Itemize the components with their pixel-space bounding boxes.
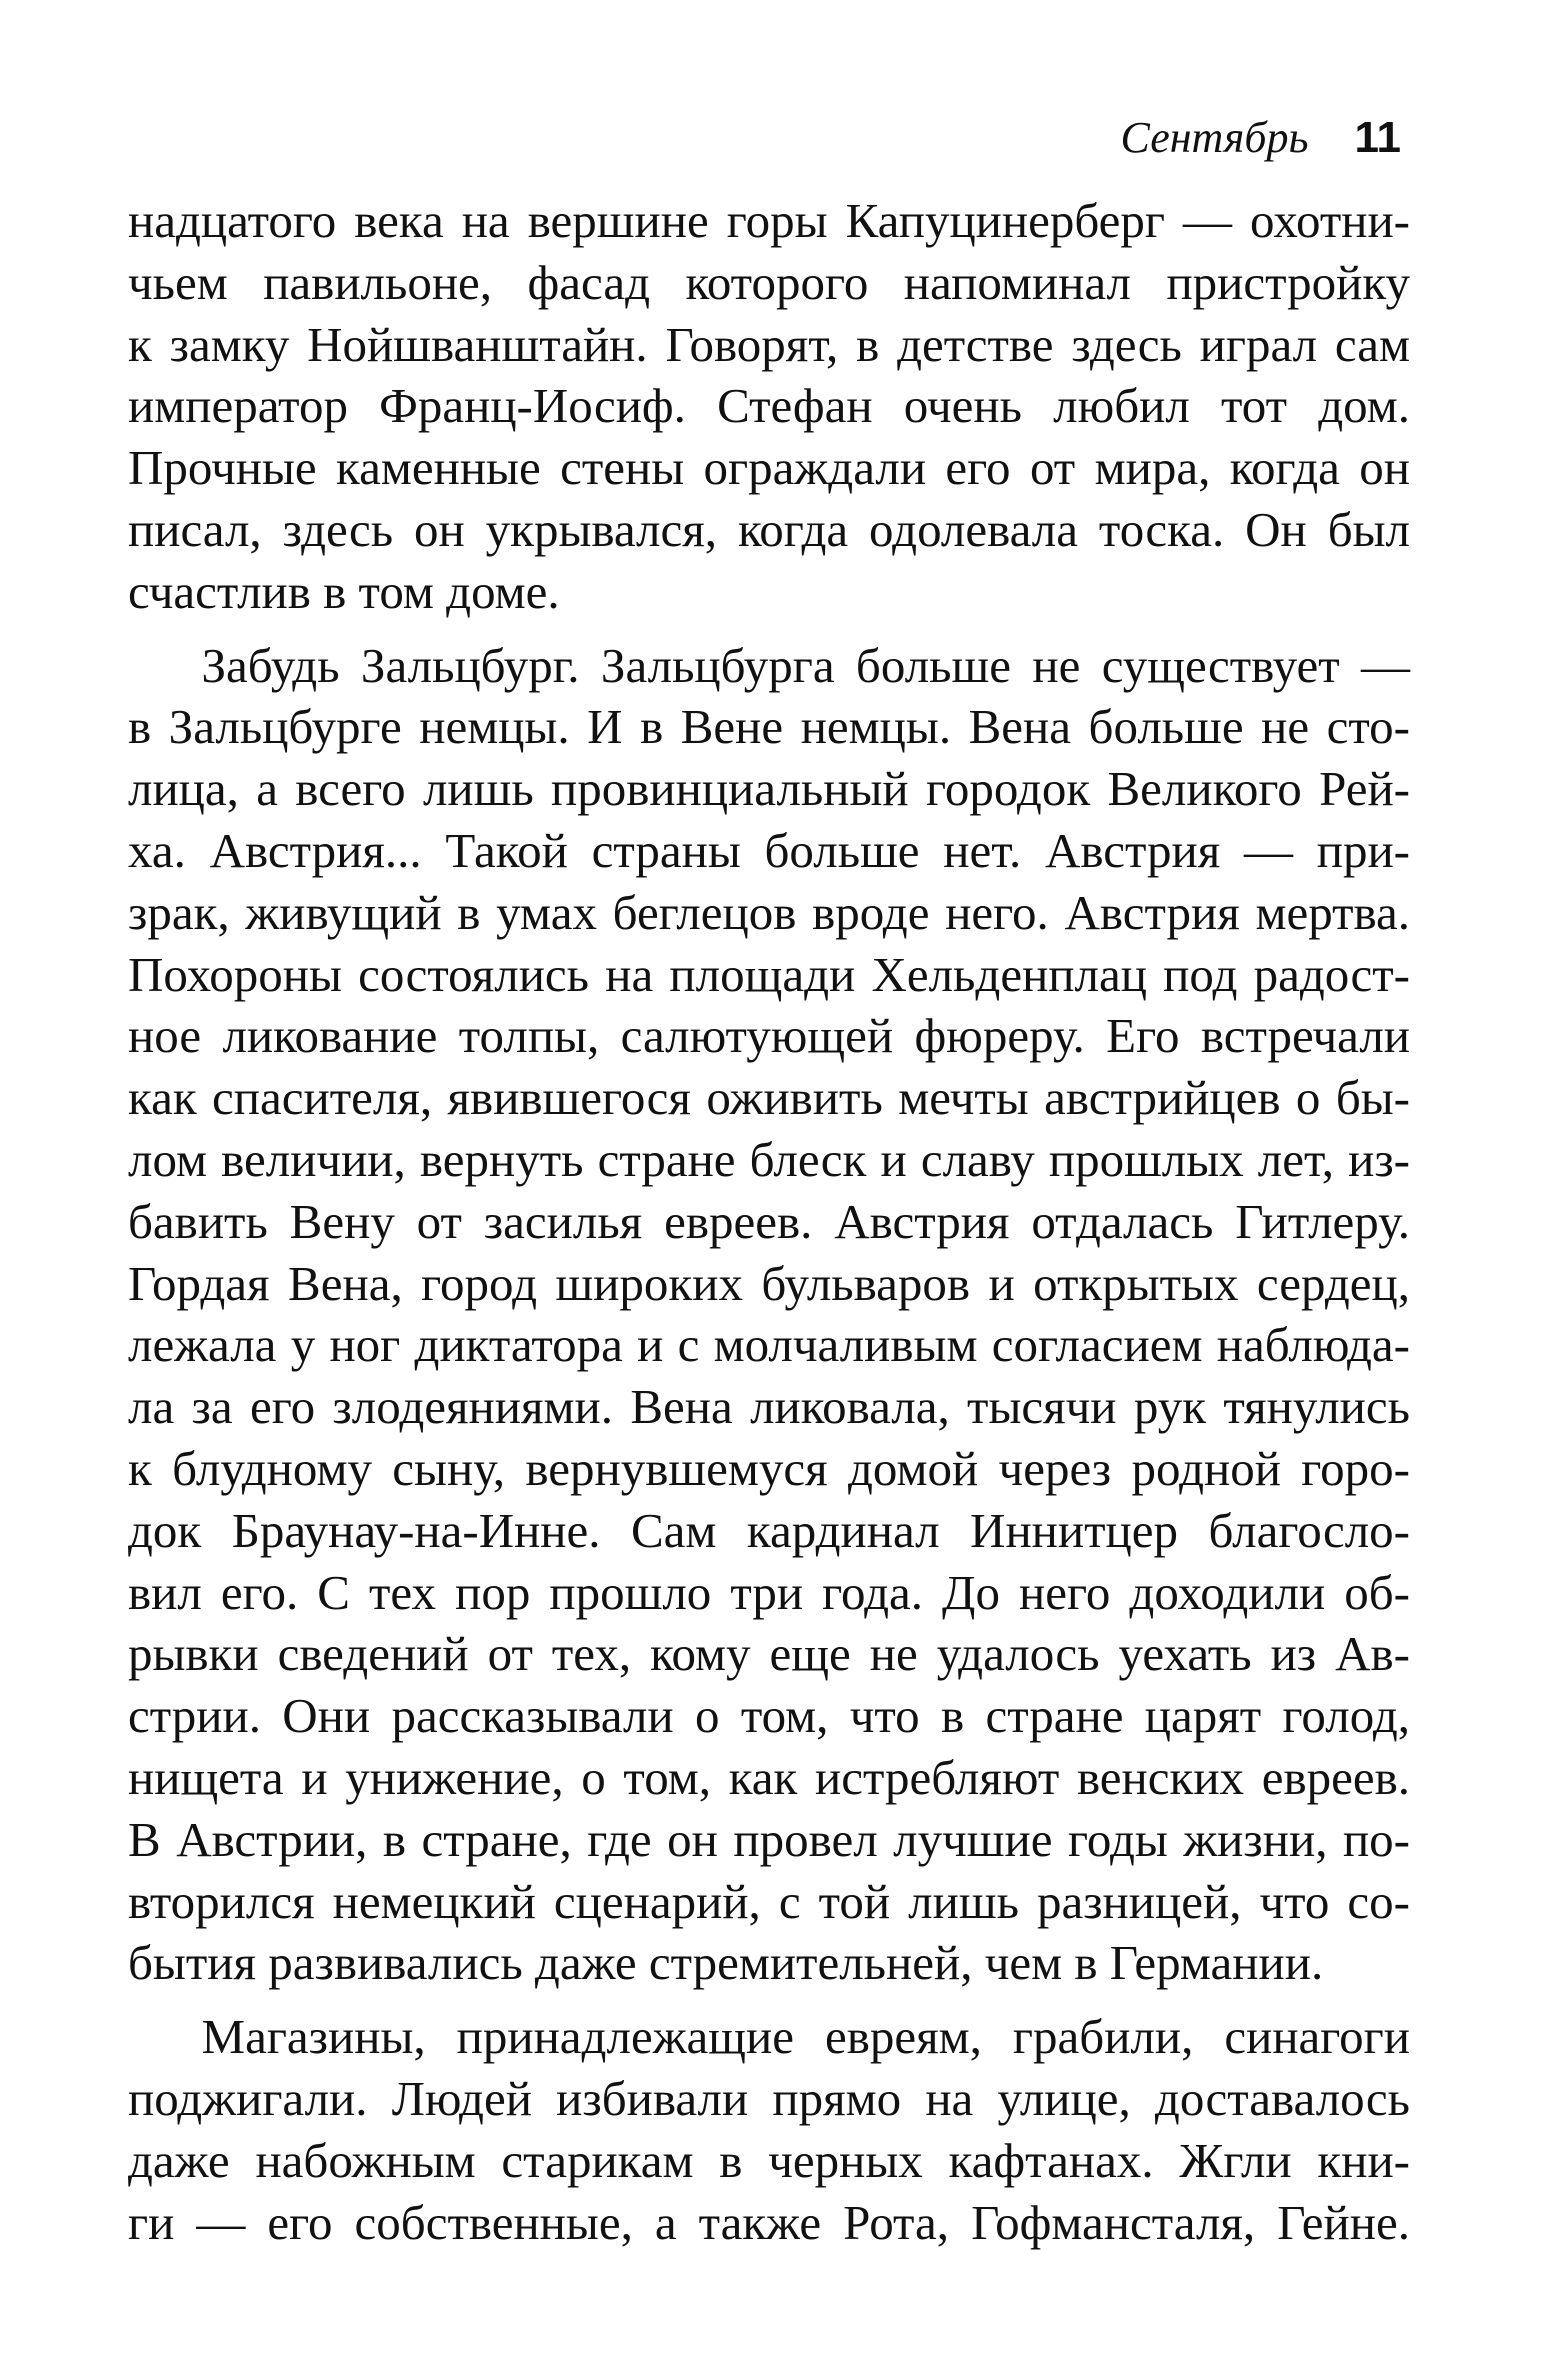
text-line: даже набожным старикам в черных кафтанах. Жгли кни- xyxy=(128,2132,1410,2188)
page-number: 11 xyxy=(1354,113,1401,162)
paragraph-spacing xyxy=(128,623,1410,635)
paragraph xyxy=(128,635,1410,1995)
text-line: В Австрии, в стране, где он провел лучшие годы жизни, по- xyxy=(128,1811,1410,1867)
text-line: писал, здесь он укрывался, когда одолевала тоска. Он был xyxy=(128,501,1410,557)
text-line: Похороны состоялись на площади Хельденплац под радост- xyxy=(128,946,1410,1002)
text-line: зрак, живущий в умах беглецов вроде него. Австрия мертва. xyxy=(128,884,1410,940)
body-text xyxy=(128,190,1410,2253)
paragraph xyxy=(128,190,1410,623)
paragraph-spacing xyxy=(128,1994,1410,2006)
text-line: рывки сведений от тех, кому еще не удалось уехать из Ав- xyxy=(128,1626,1410,1682)
text-line: в Зальцбурге немцы. И в Вене немцы. Вена больше не сто- xyxy=(128,699,1410,755)
text-line: лом величии, вернуть стране блеск и славу прошлых лет, из- xyxy=(128,1131,1410,1187)
text-line: к блудному сыну, вернувшемуся домой через родной горо- xyxy=(128,1440,1410,1496)
text-line: вил его. С тех пор прошло три года. До него доходили об- xyxy=(128,1564,1410,1620)
text-line: ное ликование толпы, салютующей фюреру. Его встречали xyxy=(128,1008,1410,1064)
section-title: Сентябрь xyxy=(1120,113,1309,162)
text-line: ги — его собственные, а также Рота, Гофмансталя, Гейне. xyxy=(128,2194,1410,2250)
text-line: нищета и унижение, о том, как истребляют венских евреев. xyxy=(128,1749,1410,1805)
text-line: Гордая Вена, город широких бульваров и открытых сердец, xyxy=(128,1255,1410,1311)
text-line: бавить Вену от засилья евреев. Австрия отдалась Гитлеру. xyxy=(128,1193,1410,1249)
text-line: док Браунау-на-Инне. Сам кардинал Иннитцер благосло- xyxy=(128,1502,1410,1558)
text-line: надцатого века на вершине горы Капуцинерберг — охотни- xyxy=(128,193,1410,248)
text-line: как спасителя, явившегося оживить мечты австрийцев о бы- xyxy=(128,1070,1410,1126)
text-line: Забудь Зальцбург. Зальцбурга больше не существует — xyxy=(128,637,1410,693)
text-line: стрии. Они рассказывали о том, что в стране царят голод, xyxy=(128,1688,1410,1744)
text-line: Магазины, принадлежащие евреям, грабили, синагоги xyxy=(128,2009,1410,2065)
text-line: император Франц-Иосиф. Стефан очень любил тот дом. xyxy=(128,378,1410,434)
text-line: вторился немецкий сценарий, с той лишь разницей, что со- xyxy=(128,1873,1410,1929)
running-head xyxy=(1121,112,1401,163)
text-line: лица, а всего лишь провинциальный городок Великого Рей- xyxy=(128,761,1410,817)
text-line: к замку Нойшванштайн. Говорят, в детстве здесь играл сам xyxy=(128,316,1410,372)
text-line: лежала у ног диктатора и с молчаливым согласием наблюда- xyxy=(128,1317,1410,1373)
text-line: чьем павильоне, фасад которого напоминал пристройку xyxy=(128,254,1410,310)
text-line: ла за его злодеяниями. Вена ликовала, тысячи рук тянулись xyxy=(128,1379,1410,1435)
text-line: бытия развивались даже стремительней, чем в Германии. xyxy=(128,1935,1324,1991)
text-line: ха. Австрия... Такой страны больше нет. Австрия — при- xyxy=(128,822,1410,878)
text-line: счастлив в том доме. xyxy=(128,563,560,619)
paragraph xyxy=(128,2006,1410,2253)
text-line: поджигали. Людей избивали прямо на улице, доставалось xyxy=(128,2070,1410,2126)
text-line: Прочные каменные стены ограждали его от мира, когда он xyxy=(128,440,1410,496)
